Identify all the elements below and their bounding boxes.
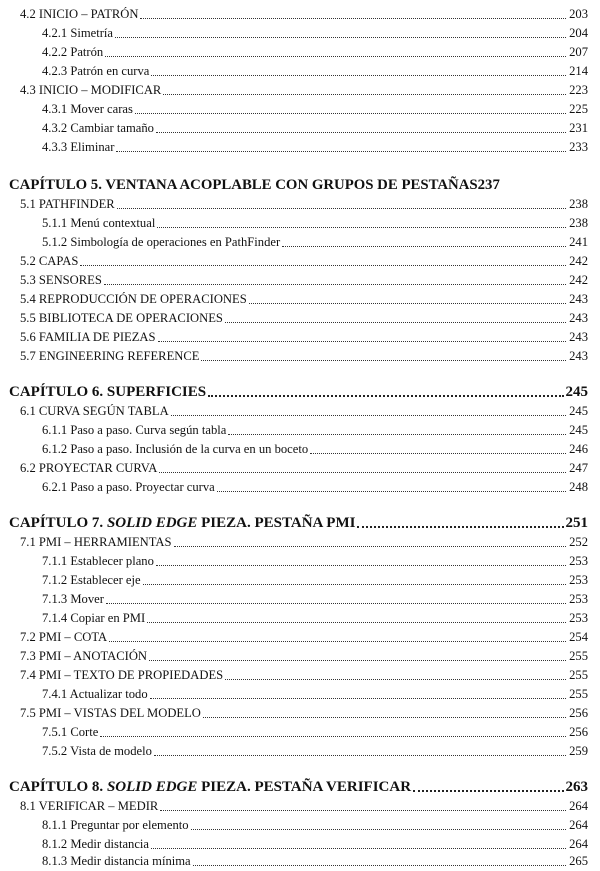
dot-leader	[109, 641, 566, 642]
dot-leader	[282, 246, 566, 247]
toc-title: 5.6 FAMILIA DE PIEZAS	[20, 330, 156, 344]
toc-title: 6.1.1 Paso a paso. Curva según tabla	[42, 423, 227, 437]
toc-title: 7.2 PMI – COTA	[20, 630, 108, 644]
dot-leader	[147, 622, 566, 623]
toc-page-number: 245	[569, 423, 588, 437]
toc-page-number: 253	[569, 573, 588, 587]
toc-title: 4.2.2 Patrón	[42, 45, 104, 59]
toc-page-number: 204	[569, 26, 588, 40]
toc-title: 5.1.1 Menú contextual	[42, 216, 156, 230]
toc-section-7-4[interactable]	[0, 666, 600, 683]
chapter-suffix: PIEZA. PESTAÑA PMI	[197, 515, 356, 531]
chapter-page-number: 263	[565, 779, 588, 795]
dot-leader	[151, 848, 566, 849]
toc-title: 4.3.2 Cambiar tamaño	[42, 121, 154, 135]
toc-title: 7.5 PMI – VISTAS DEL MODELO	[20, 706, 201, 720]
toc-title: 6.1.2 Paso a paso. Inclusión de la curva en un boceto	[42, 442, 309, 456]
chapter-title: CAPÍTULO 6. SUPERFICIES	[9, 384, 207, 400]
toc-entry-4-3-2[interactable]	[0, 119, 600, 136]
dot-leader	[249, 303, 566, 304]
toc-title: 8.1.1 Preguntar por elemento	[42, 818, 189, 832]
toc-page-number: 245	[569, 404, 588, 418]
toc-page-number: 243	[569, 311, 588, 325]
toc-section-4-2[interactable]	[0, 5, 600, 22]
dot-leader	[156, 132, 566, 133]
toc-section-6-2[interactable]	[0, 459, 600, 476]
dot-leader	[217, 491, 566, 492]
toc-chapter-8[interactable]	[0, 776, 600, 796]
toc-title: 5.1.2 Simbología de operaciones en PathFinder	[42, 235, 281, 249]
toc-title: 7.4 PMI – TEXTO DE PROPIEDADES	[20, 668, 224, 682]
dot-leader	[208, 395, 563, 397]
toc-page-number: 255	[569, 687, 588, 701]
dot-leader	[225, 322, 566, 323]
toc-title: 5.5 BIBLIOTECA DE OPERACIONES	[20, 311, 223, 325]
toc-page-number: 259	[569, 744, 588, 758]
toc-section-7-5[interactable]	[0, 704, 600, 721]
toc-page-number: 256	[569, 706, 588, 720]
dot-leader	[143, 584, 566, 585]
toc-title: 7.3 PMI – ANOTACIÓN	[20, 649, 148, 663]
dot-leader	[117, 208, 566, 209]
toc-title: 4.3.3 Eliminar	[42, 140, 115, 154]
toc-page-number: 238	[569, 216, 588, 230]
dot-leader	[171, 415, 566, 416]
toc-section-5-4[interactable]	[0, 290, 600, 307]
toc-entry-8-1-2[interactable]	[0, 835, 600, 852]
toc-title: 7.4.1 Actualizar todo	[42, 687, 148, 701]
toc-title: 7.1.2 Establecer eje	[42, 573, 141, 587]
dot-leader	[158, 341, 567, 342]
chapter-title	[9, 515, 355, 532]
toc-title: 4.2.1 Simetría	[42, 26, 114, 40]
toc-section-5-5[interactable]	[0, 309, 600, 326]
chapter-product-name: SOLID EDGE	[106, 515, 198, 531]
toc-page-number: 214	[569, 64, 588, 78]
toc-entry-7-1-3[interactable]	[0, 590, 600, 607]
chapter-title	[9, 779, 411, 796]
toc-section-6-1[interactable]	[0, 402, 600, 419]
toc-page-number: 242	[569, 254, 588, 268]
dot-leader	[310, 453, 566, 454]
dot-leader	[100, 736, 566, 737]
dot-leader	[156, 565, 566, 566]
toc-page-number: 207	[569, 45, 588, 59]
chapter-prefix: CAPÍTULO 7.	[9, 515, 107, 531]
toc-chapter-5[interactable]	[0, 174, 600, 194]
toc-section-7-2[interactable]	[0, 628, 600, 645]
toc-page-number: 264	[569, 837, 588, 851]
toc-page-number: 246	[569, 442, 588, 456]
toc-section-4-3[interactable]	[0, 81, 600, 98]
dot-leader	[80, 265, 566, 266]
toc-section-5-6[interactable]	[0, 328, 600, 345]
chapter-page-number: 245	[565, 384, 588, 400]
toc-section-7-1[interactable]	[0, 533, 600, 550]
toc-title: 4.2 INICIO – PATRÓN	[20, 7, 139, 21]
dot-leader	[151, 75, 566, 76]
toc-title: 8.1 VERIFICAR – MEDIR	[20, 799, 159, 813]
toc-title: 5.2 CAPAS	[20, 254, 79, 268]
chapter-product-name: SOLID EDGE	[106, 779, 198, 795]
chapter-prefix: CAPÍTULO 8.	[9, 779, 107, 795]
toc-page-number: 253	[569, 611, 588, 625]
toc-entry-7-5-1[interactable]	[0, 723, 600, 740]
toc-entry-5-1-2[interactable]	[0, 233, 600, 250]
dot-leader	[157, 227, 566, 228]
toc-entry-6-2-1[interactable]	[0, 478, 600, 495]
toc-chapter-7[interactable]	[0, 512, 600, 532]
dot-leader	[115, 37, 566, 38]
toc-chapter-6[interactable]	[0, 381, 600, 401]
toc-page-number: 243	[569, 330, 588, 344]
toc-title: 4.3 INICIO – MODIFICAR	[20, 83, 162, 97]
toc-page-number: 255	[569, 668, 588, 682]
toc-title: 7.1 PMI – HERRAMIENTAS	[20, 535, 172, 549]
toc-title: 6.2 PROYECTAR CURVA	[20, 461, 158, 475]
dot-leader	[140, 18, 566, 19]
dot-leader	[413, 790, 563, 792]
toc-page-number: 243	[569, 292, 588, 306]
toc-section-5-2[interactable]	[0, 252, 600, 269]
dot-leader	[135, 113, 566, 114]
toc-page-number: 253	[569, 554, 588, 568]
toc-title: 8.1.2 Medir distancia	[42, 837, 150, 851]
dot-leader	[154, 755, 566, 756]
toc-title: 4.3.1 Mover caras	[42, 102, 133, 116]
toc-title: 5.1 PATHFINDER	[20, 197, 115, 211]
toc-entry-7-5-2[interactable]	[0, 742, 600, 759]
toc-title: 6.1 CURVA SEGÚN TABLA	[20, 404, 169, 418]
toc-entry-7-1-4[interactable]	[0, 609, 600, 626]
toc-page-number: 254	[569, 630, 588, 644]
toc-page-number: 247	[569, 461, 588, 475]
dot-leader	[191, 829, 566, 830]
dot-leader	[106, 603, 566, 604]
toc-entry-7-1-2[interactable]	[0, 571, 600, 588]
dot-leader	[163, 94, 566, 95]
toc-page-number: 264	[569, 799, 588, 813]
toc-entry-4-2-1[interactable]	[0, 24, 600, 41]
toc-page-number: 233	[569, 140, 588, 154]
toc-page-number: 264	[569, 818, 588, 832]
dot-leader	[203, 717, 566, 718]
chapter-page-number: 251	[565, 515, 588, 531]
dot-leader	[150, 698, 566, 699]
dot-leader	[193, 865, 566, 866]
toc-section-8-1[interactable]	[0, 797, 600, 814]
toc-title: 5.7 ENGINEERING REFERENCE	[20, 349, 200, 363]
toc-title: 7.1.3 Mover	[42, 592, 104, 606]
toc-page-number: 243	[569, 349, 588, 363]
toc-section-5-1[interactable]	[0, 195, 600, 212]
toc-title: 7.5.1 Corte	[42, 725, 99, 739]
dot-leader	[104, 284, 566, 285]
toc-page-number: 265	[569, 854, 588, 868]
toc-section-7-3[interactable]	[0, 647, 600, 664]
toc-entry-4-2-3[interactable]	[0, 62, 600, 79]
chapter-title: CAPÍTULO 5. VENTANA ACOPLABLE CON GRUPOS DE PESTAÑAS	[9, 177, 478, 193]
toc-page-number: 203	[569, 7, 588, 21]
dot-leader	[201, 360, 566, 361]
dot-leader	[160, 810, 566, 811]
toc-entry-7-1-1[interactable]	[0, 552, 600, 569]
toc-title: 7.1.4 Copiar en PMI	[42, 611, 146, 625]
toc-entry-6-1-2[interactable]	[0, 440, 600, 457]
toc-page-number: 255	[569, 649, 588, 663]
toc-entry-7-4-1[interactable]	[0, 685, 600, 702]
toc-title: 4.2.3 Patrón en curva	[42, 64, 150, 78]
dot-leader	[149, 660, 566, 661]
toc-title: 7.5.2 Vista de modelo	[42, 744, 152, 758]
dot-leader	[228, 434, 566, 435]
dot-leader	[357, 526, 563, 528]
dot-leader	[174, 546, 566, 547]
toc-page-number: 256	[569, 725, 588, 739]
dot-leader	[116, 151, 566, 152]
toc-title: 6.2.1 Paso a paso. Proyectar curva	[42, 480, 215, 494]
toc-page-number: 225	[569, 102, 588, 116]
toc-entry-5-1-1[interactable]	[0, 214, 600, 231]
toc-page-number: 238	[569, 197, 588, 211]
toc-section-5-7[interactable]	[0, 347, 600, 364]
toc-page-number: 241	[569, 235, 588, 249]
dot-leader	[159, 472, 566, 473]
toc-page-number: 252	[569, 535, 588, 549]
toc-entry-8-1-3[interactable]	[0, 852, 600, 869]
toc-page-number: 248	[569, 480, 588, 494]
toc-entry-4-3-1[interactable]	[0, 100, 600, 117]
toc-entry-4-2-2[interactable]	[0, 43, 600, 60]
toc-title: 5.4 REPRODUCCIÓN DE OPERACIONES	[20, 292, 247, 306]
chapter-suffix: PIEZA. PESTAÑA VERIFICAR	[197, 779, 412, 795]
toc-title: 8.1.3 Medir distancia mínima	[42, 854, 191, 868]
toc-entry-6-1-1[interactable]	[0, 421, 600, 438]
toc-section-5-3[interactable]	[0, 271, 600, 288]
chapter-page-number: 237	[477, 177, 500, 193]
toc-page-number: 253	[569, 592, 588, 606]
toc-entry-4-3-3[interactable]	[0, 138, 600, 155]
toc-page-number: 242	[569, 273, 588, 287]
toc-title: 7.1.1 Establecer plano	[42, 554, 154, 568]
toc-page-number: 231	[569, 121, 588, 135]
dot-leader	[225, 679, 566, 680]
dot-leader	[105, 56, 566, 57]
toc-title: 5.3 SENSORES	[20, 273, 102, 287]
toc-page-number: 223	[569, 83, 588, 97]
toc-entry-8-1-1[interactable]	[0, 816, 600, 833]
